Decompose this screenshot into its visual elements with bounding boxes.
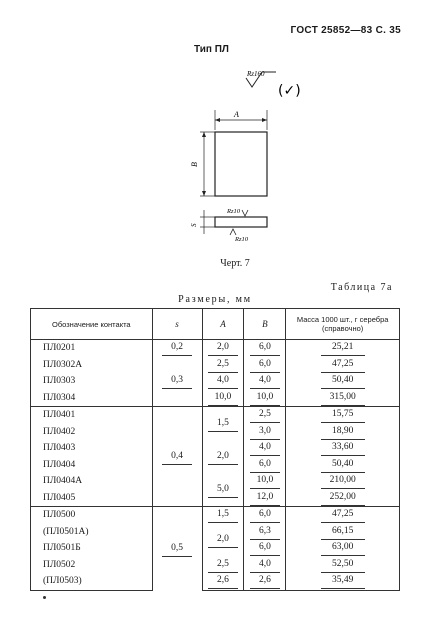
cell-b-value: 6,0 [250,457,280,473]
cell-b-value: 6,0 [250,540,280,556]
cell-a-value: 2,0 [208,449,238,465]
cell-b [244,524,286,541]
cell-b [244,557,286,574]
cell-a [202,524,244,557]
col-header-name: Обозначение контакта [31,309,153,340]
table-label: Таблица 7а [330,282,393,293]
cell-mass [286,557,400,574]
cell-name: ПЛ0402 [31,424,153,441]
cell-a-value: 2,6 [208,573,238,589]
col-header-b: B [244,309,286,340]
type-title: Тип ПЛ [194,44,229,55]
cell-name: (ПЛ0501А) [31,524,153,541]
cell-mass [286,357,400,374]
table-row [31,557,400,574]
cell-s [152,340,202,357]
cell-b [244,540,286,557]
cell-b [244,490,286,507]
dim-a-label: A [234,110,239,119]
cell-b [244,424,286,441]
contact-drawing [180,60,330,260]
cell-b-value: 4,0 [250,557,280,573]
col-header-mass: Масса 1000 шт., г серебра (справочно) [286,309,400,340]
cell-mass-value: 52,50 [321,557,365,573]
cell-b-value: 4,0 [250,373,280,389]
cell-a-value: 2,0 [208,532,238,548]
cell-b-value: 2,5 [250,407,280,423]
cell-mass [286,573,400,590]
cell-s [152,507,202,591]
table-row [31,440,400,457]
cell-b [244,457,286,474]
cell-name: (ПЛ0503) [31,573,153,590]
cell-b [244,390,286,407]
table-title: Размеры, мм [178,294,252,305]
roughness-label-side1: Rz10 [227,208,240,215]
table-row [31,524,400,541]
cell-b-value: 6,3 [250,524,280,540]
cell-b-value: 10,0 [250,473,280,489]
cell-b [244,407,286,424]
cell-mass-value: 15,75 [321,407,365,423]
table-row [31,507,400,524]
cell-a [202,340,244,357]
cell-mass [286,540,400,557]
cell-a [202,373,244,390]
cell-s-value: 0,2 [162,340,192,356]
cell-mass [286,457,400,474]
cell-name: ПЛ0401 [31,407,153,424]
cell-a-value: 4,0 [208,373,238,389]
dimensions-table [30,308,400,591]
cell-name: ПЛ0405 [31,490,153,507]
cell-mass-value: 18,90 [321,424,365,440]
cell-b-value: 6,0 [250,507,280,523]
cell-mass [286,524,400,541]
table-row [31,573,400,590]
roughness-label-top: Rz160 [247,70,265,78]
cell-mass-value: 63,00 [321,540,365,556]
cell-b-value: 10,0 [250,390,280,406]
cell-a [202,573,244,590]
col-header-a: A [202,309,244,340]
cell-mass-value: 252,00 [321,490,365,506]
cell-b-value: 6,0 [250,340,280,356]
cell-mass-value: 33,60 [321,440,365,456]
cell-name: ПЛ0304 [31,390,153,407]
page-header: ГОСТ 25852—83 С. 35 [290,25,401,36]
cell-b-value: 12,0 [250,490,280,506]
table-row [31,473,400,490]
cell-mass [286,424,400,441]
table-row [31,340,400,357]
cell-b [244,373,286,390]
cell-mass-value: 210,00 [321,473,365,489]
cell-mass-value: 35,49 [321,573,365,589]
cell-mass [286,390,400,407]
cell-mass-value: 66,15 [321,524,365,540]
cell-mass [286,507,400,524]
cell-s-value: 0,3 [162,373,192,389]
cell-a-value: 10,0 [208,390,238,406]
cell-b-value: 4,0 [250,440,280,456]
cell-name: ПЛ0302А [31,357,153,374]
scan-speck [43,596,46,599]
dim-b-label: B [190,162,199,167]
cell-a-value: 2,5 [208,357,238,373]
cell-a [202,440,244,473]
cell-a [202,390,244,407]
cell-mass-value: 50,40 [321,457,365,473]
cell-mass [286,373,400,390]
cell-s [152,357,202,407]
cell-s-value: 0,4 [162,449,192,465]
roughness-label-side2: Rz10 [235,236,248,243]
plate-top-view [215,132,267,196]
table-row [31,407,400,424]
table-row [31,373,400,390]
cell-b [244,340,286,357]
dim-s-label: S [190,223,198,227]
col-header-s: s [152,309,202,340]
cell-b-value: 2,6 [250,573,280,589]
cell-a-value: 1,5 [208,416,238,432]
table-row [31,390,400,407]
cell-mass-value: 47,25 [321,507,365,523]
cell-mass [286,473,400,490]
figure-caption: Черт. 7 [220,258,250,269]
cell-name: ПЛ0404 [31,457,153,474]
cell-a-value: 2,0 [208,340,238,356]
cell-b [244,507,286,524]
cell-s-value: 0,5 [162,541,192,557]
plate-side-view [215,217,267,227]
cell-a [202,557,244,574]
cell-a-value: 2,5 [208,557,238,573]
cell-a [202,407,244,441]
cell-mass-value: 315,00 [321,390,365,406]
cell-mass [286,340,400,357]
cell-name: ПЛ0501Б [31,540,153,557]
cell-b [244,440,286,457]
cell-a-value: 5,0 [208,482,238,498]
cell-s [152,407,202,507]
cell-mass [286,407,400,424]
cell-b [244,573,286,590]
cell-name: ПЛ0404А [31,473,153,490]
cell-name: ПЛ0201 [31,340,153,357]
cell-a [202,473,244,507]
cell-name: ПЛ0502 [31,557,153,574]
cell-mass-value: 50,40 [321,373,365,389]
cell-mass [286,490,400,507]
roughness-check: (✓) [278,83,301,99]
cell-a [202,357,244,374]
cell-mass [286,440,400,457]
cell-b [244,473,286,490]
cell-b [244,357,286,374]
table-row [31,357,400,374]
cell-a-value: 1,5 [208,507,238,523]
cell-name: ПЛ0403 [31,440,153,457]
cell-mass-value: 47,25 [321,357,365,373]
cell-name: ПЛ0303 [31,373,153,390]
cell-b-value: 6,0 [250,357,280,373]
cell-a [202,507,244,524]
cell-b-value: 3,0 [250,424,280,440]
cell-name: ПЛ0500 [31,507,153,524]
cell-mass-value: 25,21 [321,340,365,356]
